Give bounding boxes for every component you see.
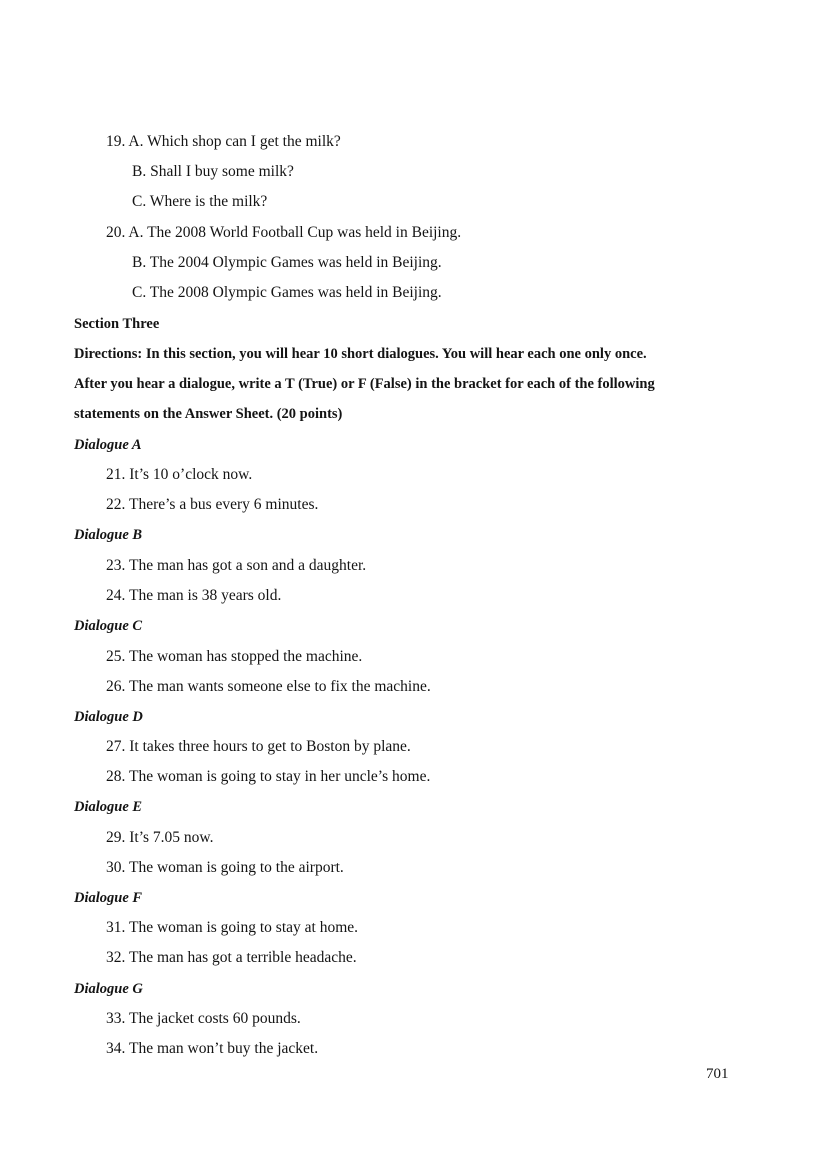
option-text: A. The 2008 World Football Cup was held in Beijing. bbox=[128, 224, 462, 241]
statement-text: The man is 38 years old. bbox=[128, 587, 282, 604]
statement-22 bbox=[106, 495, 318, 515]
dialogue-heading-c: Dialogue C bbox=[74, 618, 143, 634]
statement-25 bbox=[106, 647, 362, 667]
question-20-option-b: B. The 2004 Olympic Games was held in Beijing. bbox=[132, 254, 442, 271]
statement-number: 31. bbox=[106, 919, 126, 936]
statement-text: The man has got a son and a daughter. bbox=[128, 557, 367, 574]
statement-text: It takes three hours to get to Boston by plane. bbox=[129, 738, 411, 755]
option-text: A. Which shop can I get the milk? bbox=[128, 133, 341, 150]
statement-number: 25. bbox=[106, 648, 126, 665]
statement-33 bbox=[106, 1009, 301, 1029]
statement-21 bbox=[106, 465, 252, 485]
statement-number: 34. bbox=[106, 1040, 126, 1057]
dialogue-heading-e: Dialogue E bbox=[74, 799, 143, 815]
statement-number: 27. bbox=[106, 738, 126, 755]
question-19-option-b: B. Shall I buy some milk? bbox=[132, 163, 294, 180]
statement-text: It’s 7.05 now. bbox=[129, 829, 214, 846]
statement-text: There’s a bus every 6 minutes. bbox=[128, 496, 319, 513]
question-number: 20. bbox=[106, 224, 126, 241]
statement-text: The man wants someone else to fix the machine. bbox=[128, 678, 431, 695]
statement-text: The woman is going to the airport. bbox=[128, 859, 344, 876]
statement-text: The jacket costs 60 pounds. bbox=[128, 1010, 301, 1027]
statement-number: 29. bbox=[106, 829, 126, 846]
statement-number: 32. bbox=[106, 949, 126, 966]
dialogue-heading-g: Dialogue G bbox=[74, 981, 143, 997]
statement-number: 33. bbox=[106, 1010, 126, 1027]
statement-text: The man won’t buy the jacket. bbox=[128, 1040, 319, 1057]
statement-number: 30. bbox=[106, 859, 126, 876]
statement-number: 23. bbox=[106, 557, 126, 574]
statement-number: 24. bbox=[106, 587, 126, 604]
directions-line-3: statements on the Answer Sheet. (20 points) bbox=[74, 406, 343, 422]
statement-32 bbox=[106, 948, 357, 968]
question-19-option-c: C. Where is the milk? bbox=[132, 193, 268, 210]
dialogue-heading-f: Dialogue F bbox=[74, 890, 143, 906]
section-title: Section Three bbox=[74, 316, 160, 332]
question-number: 19. bbox=[106, 133, 126, 150]
question-20-option-c: C. The 2008 Olympic Games was held in Beijing. bbox=[132, 284, 442, 301]
statement-text: It’s 10 o’clock now. bbox=[129, 466, 253, 483]
statement-26 bbox=[106, 677, 431, 697]
statement-28 bbox=[106, 767, 430, 787]
dialogue-heading-a: Dialogue A bbox=[74, 437, 142, 453]
statement-number: 28. bbox=[106, 768, 126, 785]
question-19-option-a bbox=[106, 132, 341, 152]
statement-30 bbox=[106, 858, 344, 878]
statement-29 bbox=[106, 828, 214, 848]
statement-text: The man has got a terrible headache. bbox=[128, 949, 357, 966]
statement-text: The woman has stopped the machine. bbox=[128, 648, 363, 665]
page-number: 701 bbox=[706, 1066, 729, 1082]
statement-31 bbox=[106, 918, 358, 938]
question-20-option-a bbox=[106, 223, 461, 243]
dialogue-heading-b: Dialogue B bbox=[74, 527, 143, 543]
statement-text: The woman is going to stay at home. bbox=[128, 919, 359, 936]
statement-27 bbox=[106, 737, 411, 757]
statement-23 bbox=[106, 556, 366, 576]
statement-24 bbox=[106, 586, 281, 606]
statement-number: 21. bbox=[106, 466, 126, 483]
statement-34 bbox=[106, 1039, 318, 1059]
dialogue-heading-d: Dialogue D bbox=[74, 709, 143, 725]
statement-text: The woman is going to stay in her uncle’s home. bbox=[128, 768, 431, 785]
statement-number: 26. bbox=[106, 678, 126, 695]
statement-number: 22. bbox=[106, 496, 126, 513]
directions-line-1: Directions: In this section, you will hear 10 short dialogues. You will hear each one only once. bbox=[74, 346, 647, 362]
directions-line-2: After you hear a dialogue, write a T (True) or F (False) in the bracket for each of the following bbox=[74, 376, 655, 392]
